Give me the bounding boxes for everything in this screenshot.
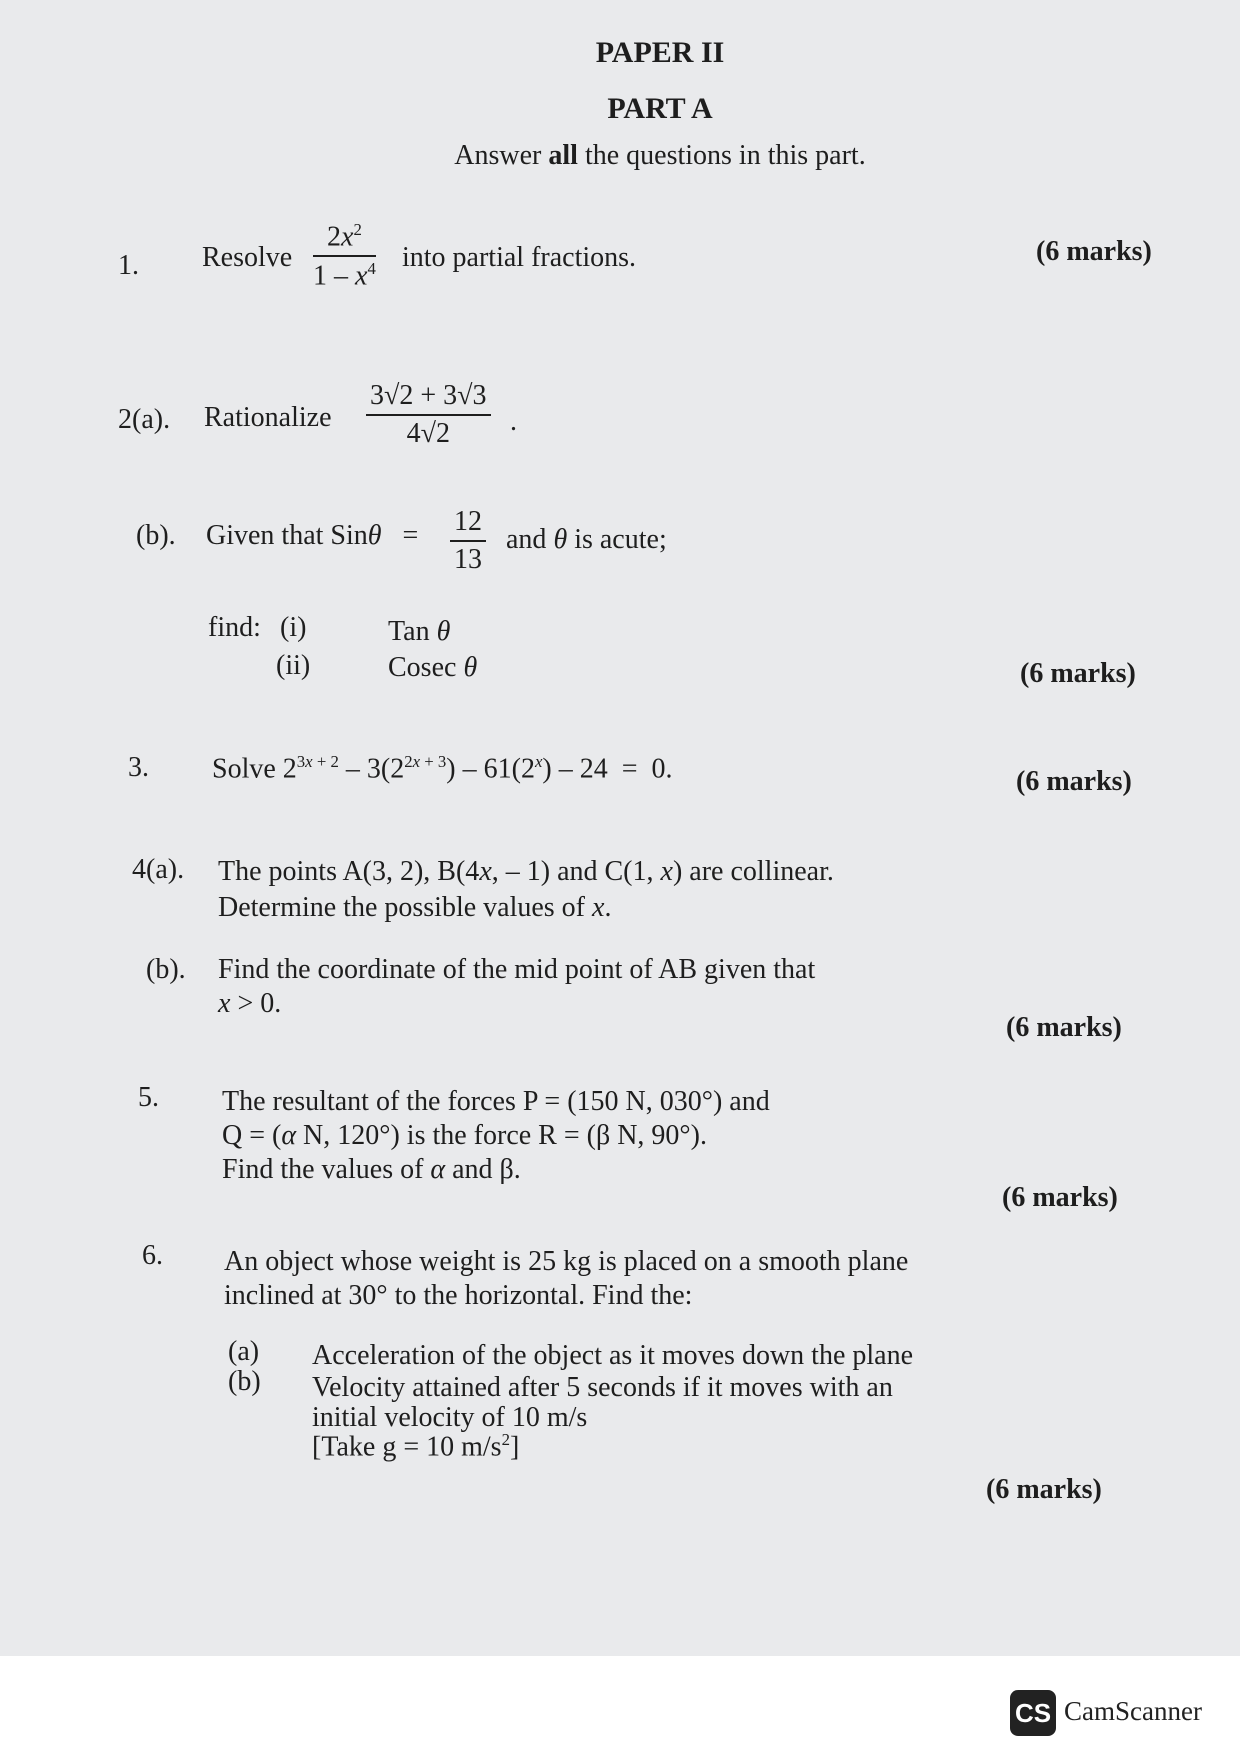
question-3-equation: Solve $2^{3x + 2} - 3(2^{2x + 3}) - 61(2^x) - 24 = 0$.: [212, 752, 673, 785]
question-4b-line1: Find the coordinate of the mid point of AB given that: [218, 954, 816, 985]
question-4a-line2: Determine the possible values of x.: [218, 892, 612, 923]
question-2b-number: (b).: [136, 520, 176, 551]
camscanner-logo: CS: [1010, 1690, 1056, 1736]
question-4a-line1: The points A(3, 2), B(4x, – 1) and C(1, x) are collinear.: [218, 856, 834, 887]
question-2b-given: Given that Sinθ =: [206, 520, 419, 551]
question-4b-line2: x > 0.: [218, 988, 282, 1019]
question-1-resolve: Resolve: [202, 242, 293, 273]
question-1-number: 1.: [118, 250, 139, 281]
question-5-line3: Find the values of α and β.: [222, 1154, 521, 1185]
question-4b-number: (b).: [146, 954, 186, 985]
camscanner-brand: CamScanner: [1064, 1696, 1202, 1726]
question-1-marks: (6 marks): [1036, 236, 1152, 267]
question-2b-cosec: Cosec θ: [388, 652, 478, 683]
question-2b-ii: (ii): [276, 650, 311, 681]
question-6a-label: (a): [228, 1336, 260, 1367]
question-5-number: 5.: [138, 1082, 159, 1113]
question-2a-text: Rationalize: [204, 402, 332, 433]
question-6b-line1: Velocity attained after 5 seconds if it moves with an: [312, 1372, 893, 1403]
question-2b-fraction: $\frac{12}{13}$: [450, 506, 486, 576]
question-2b-acute: and θ is acute;: [506, 524, 667, 555]
question-6-line1: An object whose weight is 25 kg is placed on a smooth plane: [224, 1246, 909, 1277]
paper-title: PAPER II: [595, 36, 725, 69]
question-2a-fraction: $\frac{3√2 + 3√3}{4√2}$: [366, 380, 491, 450]
question-2a-period: .: [510, 406, 517, 437]
question-6b-line3: [Take g = 10 $m/s^2$]: [312, 1430, 520, 1463]
question-5-line1: The resultant of the forces P = (150 N, 030°) and: [222, 1086, 770, 1117]
question-2b-i: (i): [280, 612, 307, 643]
question-6-marks: (6 marks): [986, 1474, 1102, 1505]
instruction: Answer all the questions in this part.: [454, 140, 866, 171]
question-3-marks: (6 marks): [1016, 766, 1132, 797]
question-4-marks: (6 marks): [1006, 1012, 1122, 1043]
question-1-fraction: $\frac{2x^2}{1 - x^4}$: [313, 220, 376, 292]
part-title: PART A: [607, 92, 713, 125]
question-2-marks: (6 marks): [1020, 658, 1136, 689]
question-1-text: into partial fractions.: [402, 242, 637, 273]
question-3-number: 3.: [128, 752, 149, 783]
question-6b-label: (b): [228, 1366, 261, 1397]
question-2a-number: 2(a).: [118, 404, 171, 435]
question-6b-line2: initial velocity of 10 m/s: [312, 1402, 588, 1433]
question-5-line2: Q = (α N, 120°) is the force R = (β N, 90°).: [222, 1120, 707, 1151]
question-6a-text: Acceleration of the object as it moves down the plane: [312, 1340, 914, 1371]
question-5-marks: (6 marks): [1002, 1182, 1118, 1213]
question-2b-tan: Tan θ: [388, 616, 451, 647]
question-2b-find: find:: [208, 612, 261, 643]
question-6-number: 6.: [142, 1240, 163, 1271]
question-4a-number: 4(a).: [132, 854, 185, 885]
question-6-line2: inclined at 30° to the horizontal. Find the:: [224, 1280, 693, 1311]
